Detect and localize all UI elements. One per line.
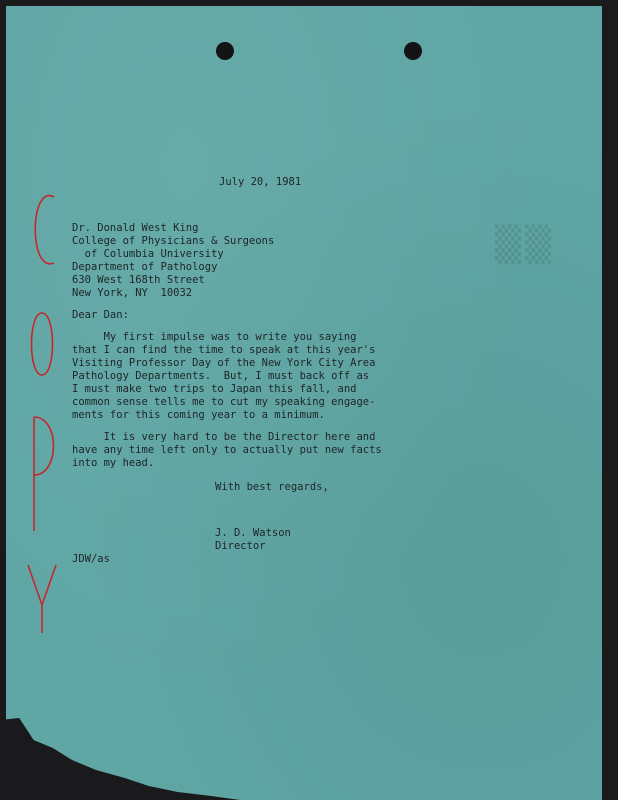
body-line: into my head. — [72, 457, 155, 469]
typist-initials: JDW/as — [72, 553, 110, 565]
body-line: It is very hard to be the Director here and — [72, 431, 376, 443]
address-line: of Columbia University — [72, 248, 224, 260]
body-line: My first impulse was to write you saying — [72, 331, 357, 343]
address-line: College of Physicians & Surgeons — [72, 235, 275, 247]
address-line: 630 West 168th Street — [72, 274, 205, 286]
address-line: Dr. Donald West King — [72, 222, 199, 234]
body-line: Pathology Departments. But, I must back off as — [72, 370, 370, 382]
body-line: have any time left only to actually put new facts — [72, 444, 382, 456]
body-line: ments for this coming year to a minimum. — [72, 409, 325, 421]
body-line: common sense tells me to cut my speaking engage- — [72, 396, 376, 408]
signer-title: Director — [215, 540, 266, 552]
salutation: Dear Dan: — [72, 309, 129, 321]
bleed-through-mark: ▒▒ — [495, 225, 556, 265]
body-line: that I can find the time to speak at this year's — [72, 344, 376, 356]
signer-name: J. D. Watson — [215, 527, 291, 539]
closing: With best regards, — [215, 481, 329, 493]
body-line: I must make two trips to Japan this fall, and — [72, 383, 357, 395]
body-line: Visiting Professor Day of the New York City Area — [72, 357, 376, 369]
letter-date: July 20, 1981 — [219, 176, 302, 188]
address-line: New York, NY 10032 — [72, 287, 193, 299]
address-line: Department of Pathology — [72, 261, 218, 273]
